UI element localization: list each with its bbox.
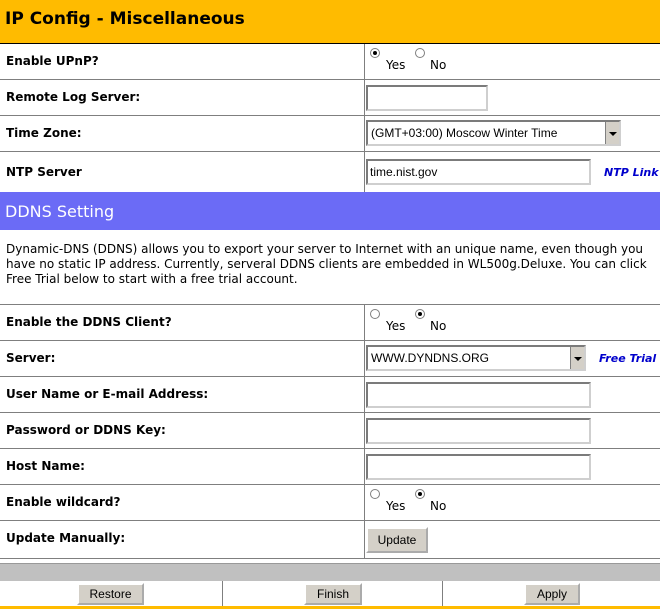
footer-bar	[0, 581, 660, 609]
ddns-server-label: Server:	[6, 351, 56, 365]
ddns-hostname-label: Host Name:	[6, 459, 85, 473]
ddns-enable-no-radio[interactable]	[415, 309, 425, 319]
time-zone-label: Time Zone:	[6, 126, 82, 140]
column-divider	[364, 80, 365, 115]
upnp-no-radio[interactable]	[415, 48, 425, 58]
time-zone-value: (GMT+03:00) Moscow Winter Time	[371, 126, 558, 140]
upnp-yes-radio[interactable]	[370, 48, 380, 58]
column-divider	[364, 116, 365, 151]
ddns-server-value: WWW.DYNDNS.ORG	[371, 351, 489, 365]
ntp-server-input[interactable]: time.nist.gov	[366, 159, 591, 185]
ntp-label: NTP Server	[6, 165, 82, 179]
restore-button[interactable]: Restore	[77, 583, 144, 605]
upnp-label: Enable UPnP?	[6, 54, 99, 68]
ddns-password-row	[0, 413, 660, 449]
footer-separator	[0, 563, 660, 581]
ddns-server-select[interactable]	[366, 345, 586, 371]
ddns-description: Dynamic-DNS (DDNS) allows you to export your server to Internet with an unique name, even though you have no static IP address. Currently, serveral DDNS clients are embedded in WL500g.Deluxe. You can click Free Trial below to start with a free trial account.	[6, 242, 647, 286]
chevron-down-icon[interactable]	[605, 122, 619, 144]
column-divider	[364, 449, 365, 484]
ddns-wildcard-row	[0, 485, 660, 521]
ddns-username-input[interactable]	[366, 382, 591, 408]
ddns-enable-no-label: No	[430, 319, 447, 333]
free-trial-link[interactable]: Free Trial	[599, 352, 657, 365]
ddns-wildcard-no-label: No	[430, 499, 447, 513]
ntp-link[interactable]: NTP Link	[604, 166, 659, 179]
column-divider	[364, 485, 365, 520]
remote-log-row	[0, 80, 660, 116]
ddns-enable-yes-label: Yes	[386, 319, 406, 333]
ntp-row	[0, 152, 660, 192]
column-divider	[364, 152, 365, 192]
ddns-enable-label: Enable the DDNS Client?	[6, 315, 172, 329]
ddns-username-label: User Name or E-mail Address:	[6, 387, 209, 401]
finish-button[interactable]: Finish	[304, 583, 362, 605]
ddns-enable-row	[0, 305, 660, 341]
ddns-username-row	[0, 377, 660, 413]
ddns-server-row	[0, 341, 660, 377]
ddns-wildcard-yes-label: Yes	[386, 499, 406, 513]
remote-log-label: Remote Log Server:	[6, 90, 141, 104]
footer-divider	[442, 581, 443, 606]
ddns-password-input[interactable]	[366, 418, 591, 444]
chevron-down-icon[interactable]	[570, 347, 584, 369]
ddns-wildcard-no-radio[interactable]	[415, 489, 425, 499]
footer-divider	[222, 581, 223, 606]
column-divider	[364, 377, 365, 412]
ddns-wildcard-yes-radio[interactable]	[370, 489, 380, 499]
time-zone-select[interactable]	[366, 120, 621, 146]
column-divider	[364, 305, 365, 340]
ddns-hostname-input[interactable]	[366, 454, 591, 480]
upnp-row	[0, 44, 660, 80]
column-divider	[364, 341, 365, 376]
upnp-yes-label: Yes	[386, 58, 406, 72]
ddns-wildcard-label: Enable wildcard?	[6, 495, 121, 509]
ddns-update-label: Update Manually:	[6, 531, 126, 545]
ddns-enable-yes-radio[interactable]	[370, 309, 380, 319]
ddns-password-label: Password or DDNS Key:	[6, 423, 166, 437]
ddns-hostname-row	[0, 449, 660, 485]
time-zone-row	[0, 116, 660, 152]
page-header	[0, 0, 660, 44]
upnp-no-label: No	[430, 58, 447, 72]
page-title: IP Config - Miscellaneous	[5, 9, 245, 29]
column-divider	[364, 413, 365, 448]
ddns-update-row	[0, 521, 660, 559]
ddns-section-title: DDNS Setting	[5, 202, 115, 221]
remote-log-input[interactable]	[366, 85, 488, 111]
ddns-section-header	[0, 192, 660, 230]
update-button[interactable]: Update	[366, 527, 428, 553]
apply-button[interactable]: Apply	[524, 583, 580, 605]
column-divider	[364, 44, 365, 79]
column-divider	[364, 521, 365, 558]
